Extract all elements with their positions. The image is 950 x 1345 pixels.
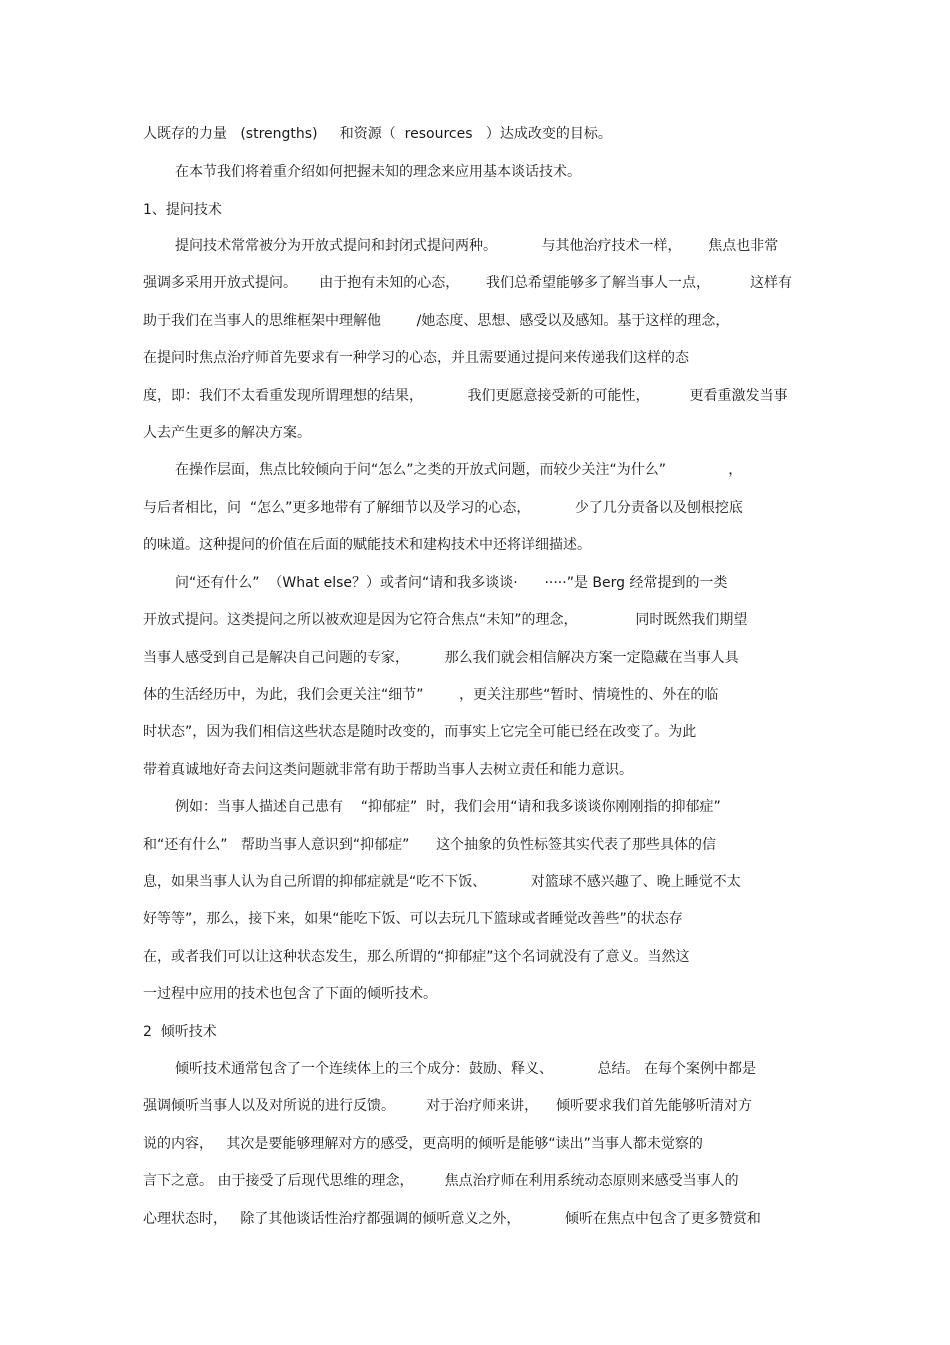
text-line: 说的内容， 其次是要能够理解对方的感受，更高明的倾听是能够“读出”当事人都未觉察的	[143, 1136, 703, 1152]
text-line: 心理状态时， 除了其他谈话性治疗都强调的倾听意义之外， 倾听在焦点中包含了更多赞赏和	[143, 1211, 761, 1227]
text-line: 开放式提问。这类提问之所以被欢迎是因为它符合焦点“未知”的理念， 同时既然我们期望	[143, 612, 748, 628]
text-line: 一过程中应用的技术也包含了下面的倾听技术。	[143, 986, 437, 1002]
text-line: 好等等”，那么，接下来，如果“能吃下饭、可以去玩几下篮球或者睡觉改善些”的状态存	[143, 911, 683, 927]
text-line: 当事人感受到自己是解决自己问题的专家， 那么我们就会相信解决方案一定隐藏在当事人具	[143, 650, 739, 666]
text-line: 人既存的力量 (strengths) 和资源（ resources ）达成改变的目标。	[143, 126, 612, 142]
text-line: 强调多采用开放式提问。 由于抱有未知的心态， 我们总希望能够多了解当事人一点， 这样有	[143, 275, 793, 291]
text-line: 助于我们在当事人的思维框架中理解他 /她态度、思想、感受以及感知。基于这样的理念，	[143, 313, 730, 329]
text-line: 在，或者我们可以让这种状态发生，那么所谓的“抑郁症”这个名词就没有了意义。当然这	[143, 949, 690, 965]
text-line: 问“还有什么” （What else？）或者问“请和我多谈谈· ·····”是 Berg 经常提到的一类	[175, 575, 728, 591]
section-heading: 2 倾听技术	[143, 1024, 217, 1040]
text-line: 人去产生更多的解决方案。	[143, 425, 311, 441]
text-line: 提问技术常常被分为开放式提问和封闭式提问两种。 与其他治疗技术一样， 焦点也非常	[175, 238, 779, 254]
text-line: 在操作层面，焦点比较倾向于问“怎么”之类的开放式问题，而较少关注“为什么” ，	[175, 462, 743, 478]
text-line: 与后者相比，问 “怎么”更多地带有了解细节以及学习的心态， 少了几分责备以及刨根挖底	[143, 500, 743, 516]
text-line: 和“还有什么” 帮助当事人意识到“抑郁症” 这个抽象的负性标签其实代表了那些具体的信	[143, 837, 717, 853]
text-line: 度，即：我们不太看重发现所谓理想的结果， 我们更愿意接受新的可能性， 更看重激发当事	[143, 388, 788, 404]
text-line: 体的生活经历中，为此，我们会更关注“细节” ，更关注那些“暂时、情境性的、外在的临	[143, 687, 719, 703]
text-line: 强调倾听当事人以及对所说的进行反馈。 对于治疗师来讲， 倾听要求我们首先能够听清对方	[143, 1098, 752, 1114]
text-line: 言下之意。 由于接受了后现代思维的理念， 焦点治疗师在利用系统动态原则来感受当事人的	[143, 1173, 739, 1189]
text-line: 时状态”，因为我们相信这些状态是随时改变的，而事实上它完全可能已经在改变了。为此	[143, 724, 697, 740]
text-line: 带着真诚地好奇去问这类问题就非常有助于帮助当事人去树立责任和能力意识。	[143, 762, 633, 778]
text-line: 在提问时焦点治疗师首先要求有一种学习的心态，并且需要通过提问来传递我们这样的态	[143, 350, 689, 366]
text-line: 例如：当事人描述自己患有 “抑郁症” 时，我们会用“请和我多谈谈你刚刚指的抑郁症”	[175, 799, 721, 815]
text-line: 的味道。这种提问的价值在后面的赋能技术和建构技术中还将详细描述。	[143, 537, 591, 553]
text-line: 在本节我们将着重介绍如何把握未知的理念来应用基本谈话技术。	[175, 164, 581, 180]
text-line: 息，如果当事人认为自己所谓的抑郁症就是“吃不下饭、 对篮球不感兴趣了、晚上睡觉不太	[143, 874, 741, 890]
text-line: 倾听技术通常包含了一个连续体上的三个成分：鼓励、释义、 总结。 在每个案例中都是	[175, 1061, 756, 1077]
section-heading: 1、提问技术	[143, 202, 222, 218]
